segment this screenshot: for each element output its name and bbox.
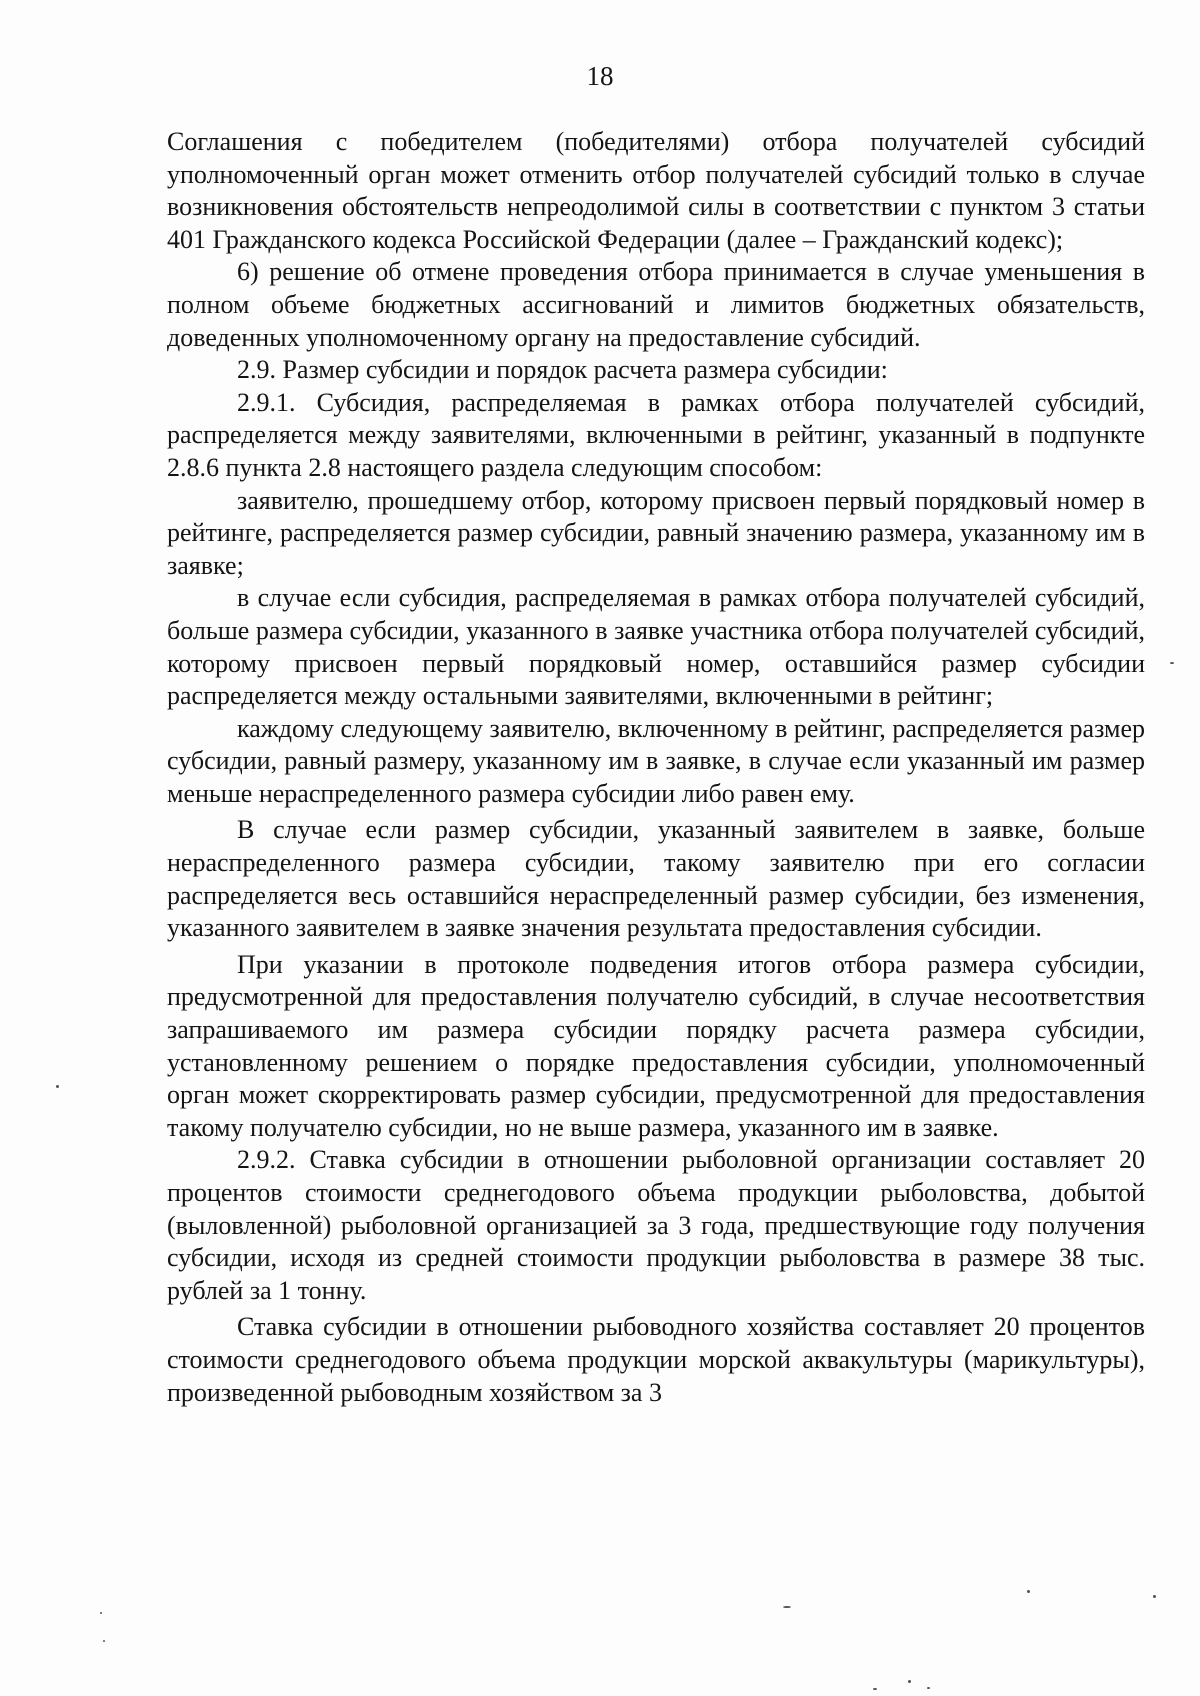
paragraph: в случае если субсидия, распределяемая в рамках отбора получателей субсидий, больше размера субсидии, указанного в заявке участника отбора получателей субсидий, которому присвоен первый порядковый номер, оставшийся размер субсидии распределяется между остальными заявителями, включенными в рейтинг; (167, 583, 1145, 711)
document-body (167, 126, 1145, 1409)
paragraph: заявителю, прошедшему отбор, которому присвоен первый порядковый номер в рейтинге, распределяется размер субсидии, равный значению размера, указанному им в заявке; (167, 485, 1145, 580)
scan-speck (927, 1687, 930, 1689)
scan-speck (100, 1612, 102, 1614)
paragraph: В случае если размер субсидии, указанный заявителем в заявке, больше нераспределенного размера субсидии, такому заявителю при его согласии распределяется весь оставшийся нераспределенный размер субсидии, без изменения, указанного заявителем в заявке значения результата предоставления субсидии. (167, 815, 1145, 943)
scan-speck (1170, 662, 1174, 664)
scan-speck (908, 1680, 911, 1683)
section-heading: 2.9. Размер субсидии и порядок расчета размера субсидии: (237, 355, 888, 385)
paragraph: Ставка субсидии в отношении рыбоводного хозяйства составляет 20 процентов стоимости среднегодового объема продукции морской аквакультуры (марикультуры), произведенной рыбоводным хозяйством за 3 (167, 1312, 1145, 1407)
paragraph: 2.9.2. Ставка субсидии в отношении рыболовной организации составляет 20 процентов стоимости среднегодового объема продукции рыболовства, добытой (выловленной) рыболовной организацией за 3 года, предшествующие году получения субсидии, исходя из средней стоимости продукции рыболовства в размере 38 тыс. рублей за 1 тонну. (167, 1145, 1145, 1305)
scan-speck (1027, 1590, 1030, 1593)
paragraph: Соглашения с победителем (победителями) отбора получателей субсидий уполномоченный орган может отменить отбор получателей субсидий только в случае возникновения обстоятельств непреодолимой силы в соответствии с пунктом 3 статьи 401 Гражданского кодекса Российской Федерации (далее – Гражданский кодекс); (167, 127, 1145, 254)
paragraph: каждому следующему заявителю, включенному в рейтинг, распределяется размер субсидии, равный размеру, указанному им в заявке, в случае если указанный им размер меньше нераспределенного размера субсидии либо равен ему. (167, 713, 1145, 808)
scan-speck (56, 1085, 59, 1088)
paragraph: 6) решение об отмене проведения отбора принимается в случае уменьшения в полном объеме бюджетных ассигнований и лимитов бюджетных обязательств, доведенных уполномоченному органу на предоставление субсидий. (167, 257, 1145, 352)
scan-speck (783, 1606, 791, 1608)
scan-speck (1153, 1595, 1156, 1598)
paragraph: При указании в протоколе подведения итогов отбора размера субсидии, предусмотренной для предоставления получателю субсидий, в случае несоответствия запрашиваемого им размера субсидии порядку расчета размера субсидии, установленному решением о порядке предоставления субсидии, уполномоченный орган может скорректировать размер субсидии, предусмотренной для предоставления такому получателю субсидии, но не выше размера, указанного им в заявке. (167, 949, 1145, 1142)
scan-speck (873, 1688, 877, 1690)
page-number: 18 (586, 61, 614, 91)
paragraph: 2.9.1. Субсидия, распределяемая в рамках отбора получателей субсидий, распределяется между заявителями, включенными в рейтинг, указанный в подпункте 2.8.6 пункта 2.8 настоящего раздела следующим способом: (167, 387, 1145, 482)
scan-speck (103, 1640, 105, 1642)
